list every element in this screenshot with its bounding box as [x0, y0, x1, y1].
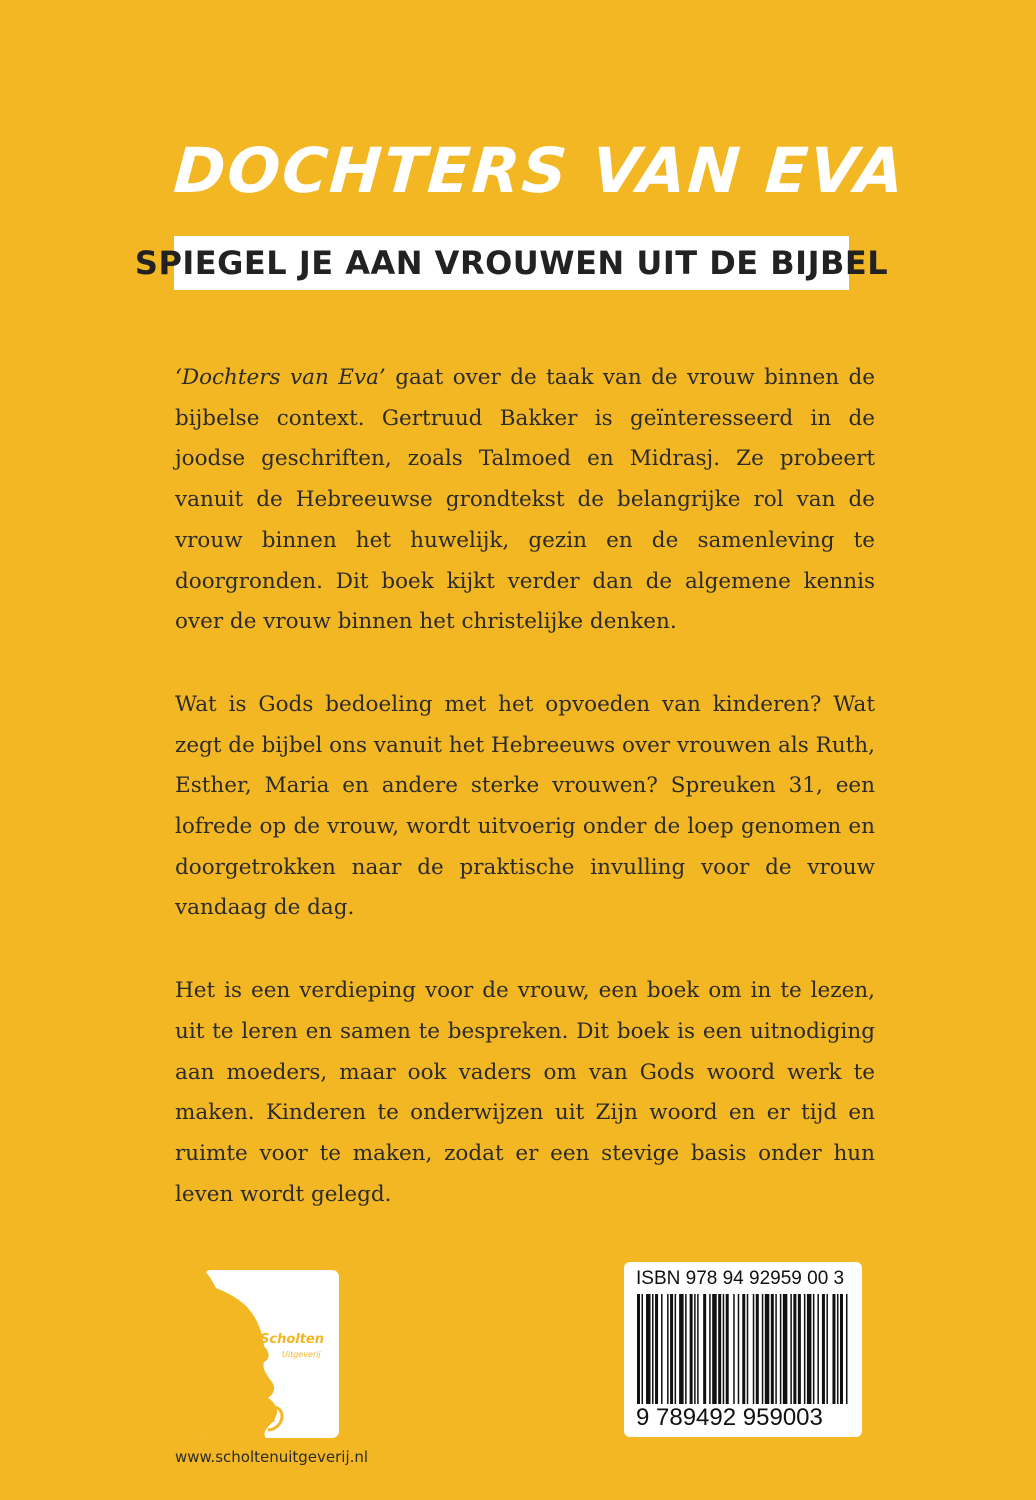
- barcode-bar: [723, 1294, 725, 1412]
- barcode-label: [624, 1262, 862, 1437]
- blurb-paragraph-3: Het is een verdieping voor de vrouw, een boek om in te lezen, uit te leren en samen te bespreken. Dit boek is een uitnodiging aan moeders, maar ook vaders om van Gods woord werk te maken. Kinderen te onderwijzen uit Zijn woord en er tijd en ruimte voor te maken, zodat er een stevige basis onder hun leven wordt gelegd.: [175, 978, 875, 1207]
- barcode-bar: [807, 1294, 812, 1412]
- barcode-bar: [753, 1294, 755, 1412]
- barcode-bar: [780, 1294, 782, 1412]
- barcode-bar: [675, 1294, 677, 1412]
- barcode-bar: [697, 1294, 699, 1412]
- logo-subtitle: Uitgeverij: [282, 1350, 321, 1359]
- barcode-bar: [793, 1294, 796, 1412]
- barcode-bar: [765, 1294, 770, 1412]
- barcode-bar: [733, 1294, 735, 1412]
- barcode-bar: [756, 1294, 759, 1412]
- barcode-bar: [762, 1294, 764, 1412]
- book-subtitle: SPIEGEL JE AAN VROUWEN UIT DE BIJBEL: [134, 244, 889, 282]
- barcode-bar: [685, 1294, 687, 1412]
- barcode-bar: [742, 1294, 745, 1412]
- barcode-bar: [642, 1294, 644, 1412]
- barcode-bar: [690, 1294, 693, 1412]
- barcode-bar: [790, 1294, 792, 1412]
- logo-name: Scholten: [260, 1332, 324, 1347]
- barcode-bar: [826, 1294, 828, 1412]
- barcode-bar: [817, 1294, 819, 1412]
- book-title: DOCHTERS VAN EVA: [171, 134, 909, 207]
- barcode-bar: [694, 1294, 696, 1412]
- barcode-bar: [832, 1294, 835, 1412]
- book-title-italic: ‘Dochters van Eva’: [175, 365, 386, 390]
- barcode-bar: [718, 1294, 721, 1412]
- publisher-url: www.scholtenuitgeverij.nl: [175, 1448, 369, 1466]
- barcode-bar: [813, 1294, 815, 1412]
- barcode-bar: [655, 1294, 658, 1412]
- blurb-paragraph-1: [175, 358, 875, 643]
- barcode-icon: [637, 1294, 849, 1412]
- barcode-bar: [652, 1294, 654, 1412]
- barcode-bar: [679, 1294, 684, 1412]
- blurb-paragraph-2: Wat is Gods bedoeling met het opvoeden van kinderen? Wat zegt de bijbel ons vanuit het Hebreeuws over vrouwen als Ruth, Esther, Maria en andere sterke vrouwen? Spreuken 31, een lofrede op de vrouw, wordt uitvoerig onder de loep genomen en doorgetrokken naar de praktische invulling voor de vrouw vandaag de dag.: [175, 691, 875, 921]
- blurb: [175, 358, 875, 1257]
- barcode-bar: [646, 1294, 651, 1412]
- barcode-bar: [703, 1294, 706, 1412]
- barcode-bar: [822, 1294, 825, 1412]
- barcode-bar: [837, 1294, 839, 1412]
- barcode-bar: [726, 1294, 729, 1412]
- barcode-bar: [661, 1294, 663, 1412]
- barcode-bar: [667, 1294, 669, 1412]
- barcode-bar: [775, 1294, 777, 1412]
- barcode-number: 9 789492 959003: [634, 1404, 856, 1432]
- barcode-bar: [637, 1294, 640, 1412]
- barcode-bar: [840, 1294, 843, 1412]
- barcode-bar: [747, 1294, 749, 1412]
- isbn-text: ISBN 978 94 92959 00 3: [636, 1268, 845, 1289]
- barcode-bar: [783, 1294, 788, 1412]
- barcode-bar: [804, 1294, 806, 1412]
- barcode-bar: [798, 1294, 801, 1412]
- subtitle-banner: [134, 236, 889, 290]
- barcode-bar: [771, 1294, 774, 1412]
- barcode-bar: [709, 1294, 711, 1412]
- barcode-bar: [712, 1294, 717, 1412]
- barcode-bar: [846, 1294, 848, 1412]
- blurb-paragraph-1-text: gaat over de taak van de vrouw binnen de bijbelse context. Gertruud Bakker is geïnteresseerd in de joodse geschriften, zoals Talmoed en Midrasj. Ze probeert vanuit de Hebreeuwse grondtekst de belangrijke rol van de vrouw binnen het huwelijk, gezin en de samenleving te doorgronden. Dit boek kijkt verder dan de algemene kennis over de vrouw binnen het christelijke denken.: [175, 365, 875, 635]
- barcode-bar: [738, 1294, 740, 1412]
- publisher-logo: [204, 1270, 339, 1438]
- barcode-bar: [670, 1294, 673, 1412]
